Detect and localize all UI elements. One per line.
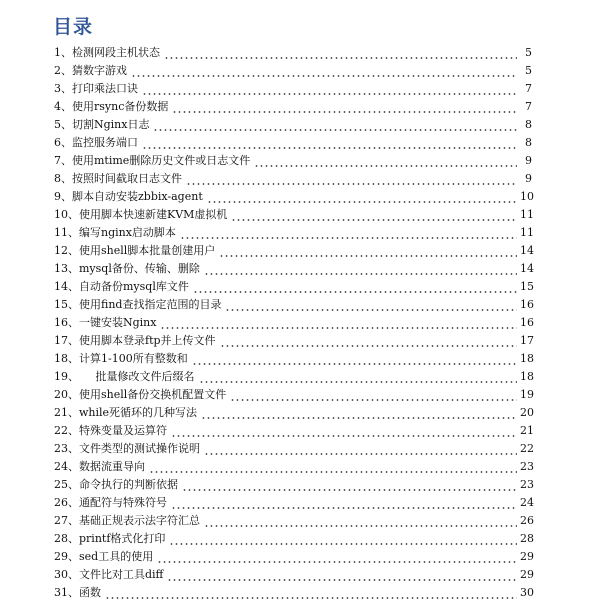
toc-entry[interactable]: [54, 44, 532, 62]
toc-list: [54, 44, 532, 602]
dot-leader: [142, 134, 517, 152]
toc-entry[interactable]: [54, 80, 532, 98]
toc-entry-page: 29: [520, 550, 534, 563]
dot-leader: [171, 494, 517, 512]
dot-leader: [204, 440, 517, 458]
toc-entry-label: 19、 批量修改文件后缀名: [54, 370, 195, 383]
toc-entry-label: 13、mysql备份、传输、删除: [54, 262, 200, 275]
toc-entry-page: 7: [525, 82, 532, 95]
toc-entry[interactable]: [54, 494, 532, 512]
toc-entry-page: 20: [520, 406, 534, 419]
toc-entry-label: 28、printf格式化打印: [54, 532, 166, 545]
toc-entry[interactable]: [54, 152, 532, 170]
toc-entry-label: 17、使用脚本登录ftp并上传文件: [54, 334, 216, 347]
dot-leader: [220, 332, 517, 350]
toc-title: 目录: [53, 16, 94, 38]
toc-entry-label: 6、监控服务端口: [54, 136, 138, 149]
toc-entry[interactable]: [54, 584, 532, 602]
dot-leader: [142, 80, 517, 98]
toc-entry-label: 1、检测网段主机状态: [54, 46, 160, 59]
toc-entry-label: 7、使用mtime删除历史文件或日志文件: [54, 154, 251, 167]
toc-entry-label: 12、使用shell脚本批量创建用户: [54, 244, 216, 257]
toc-entry[interactable]: [54, 296, 532, 314]
toc-entry-label: 16、一键安装Nginx: [54, 316, 157, 329]
dot-leader: [182, 476, 517, 494]
dot-leader: [164, 44, 517, 62]
toc-entry-page: 18: [520, 352, 534, 365]
toc-entry-page: 23: [520, 478, 534, 491]
toc-entry[interactable]: [54, 440, 532, 458]
toc-entry-label: 29、sed工具的使用: [54, 550, 154, 563]
dot-leader: [199, 368, 518, 386]
toc-entry-page: 30: [520, 586, 534, 599]
dot-leader: [186, 170, 517, 188]
toc-entry-label: 25、命令执行的判断依据: [54, 478, 178, 491]
dot-leader: [193, 278, 517, 296]
toc-entry-page: 28: [520, 532, 534, 545]
toc-entry[interactable]: [54, 242, 532, 260]
toc-entry-page: 8: [525, 118, 532, 131]
toc-entry-label: 22、特殊变量及运算符: [54, 424, 167, 437]
toc-entry-page: 8: [525, 136, 532, 149]
dot-leader: [167, 566, 517, 584]
toc-entry-page: 29: [520, 568, 534, 581]
dot-leader: [254, 152, 517, 170]
toc-entry-page: 19: [520, 388, 534, 401]
dot-leader: [131, 62, 517, 80]
toc-entry[interactable]: [54, 548, 532, 566]
toc-entry[interactable]: [54, 224, 532, 242]
toc-entry-page: 15: [520, 280, 534, 293]
dot-leader: [219, 242, 517, 260]
dot-leader: [171, 422, 517, 440]
toc-entry-page: 16: [520, 298, 534, 311]
dot-leader: [207, 188, 517, 206]
toc-entry-page: 14: [520, 262, 534, 275]
toc-entry-label: 11、编写nginx启动脚本: [54, 226, 176, 239]
toc-entry-label: 27、基础正规表示法字符汇总: [54, 514, 200, 527]
dot-leader: [204, 512, 517, 530]
toc-entry[interactable]: [54, 314, 532, 332]
toc-entry-page: 21: [520, 424, 534, 437]
toc-entry[interactable]: [54, 566, 532, 584]
toc-entry-page: 23: [520, 460, 534, 473]
toc-entry[interactable]: [54, 260, 532, 278]
toc-entry-label: 2、猜数字游戏: [54, 64, 127, 77]
toc-entry-label: 18、计算1-100所有整数和: [54, 352, 188, 365]
toc-entry-label: 3、打印乘法口诀: [54, 82, 138, 95]
toc-entry[interactable]: [54, 62, 532, 80]
toc-entry-label: 15、使用find查找指定范围的目录: [54, 298, 222, 311]
toc-entry-page: 10: [520, 190, 534, 203]
toc-entry[interactable]: [54, 476, 532, 494]
toc-entry-page: 5: [525, 46, 532, 59]
dot-leader: [192, 350, 517, 368]
dot-leader: [172, 98, 517, 116]
toc-entry-page: 26: [520, 514, 534, 527]
toc-entry[interactable]: [54, 188, 532, 206]
toc-entry-label: 10、使用脚本快速新建KVM虚拟机: [54, 208, 228, 221]
toc-entry[interactable]: [54, 278, 532, 296]
toc-entry-page: 17: [520, 334, 534, 347]
toc-entry-label: 20、使用shell备份交换机配置文件: [54, 388, 227, 401]
toc-entry[interactable]: [54, 458, 532, 476]
dot-leader: [160, 314, 517, 332]
toc-entry[interactable]: [54, 368, 532, 386]
toc-entry[interactable]: [54, 350, 532, 368]
toc-entry-page: 5: [525, 64, 532, 77]
toc-entry[interactable]: [54, 422, 532, 440]
toc-entry-page: 9: [525, 154, 532, 167]
toc-entry-label: 9、脚本自动安装zbbix-agent: [54, 190, 203, 203]
toc-entry-label: 21、while死循环的几种写法: [54, 406, 198, 419]
toc-entry[interactable]: [54, 530, 532, 548]
toc-entry-page: 22: [520, 442, 534, 455]
dot-leader: [230, 386, 517, 404]
toc-entry-page: 11: [520, 226, 534, 239]
toc-entry[interactable]: [54, 116, 532, 134]
toc-entry[interactable]: [54, 386, 532, 404]
toc-entry-page: 16: [520, 316, 534, 329]
toc-entry-page: 11: [520, 208, 534, 221]
toc-entry[interactable]: [54, 404, 532, 422]
toc-entry-label: 14、自动备份mysql库文件: [54, 280, 189, 293]
toc-entry[interactable]: [54, 206, 532, 224]
toc-entry-label: 24、数据流重导向: [54, 460, 145, 473]
toc-entry[interactable]: [54, 512, 532, 530]
toc-entry-page: 24: [520, 496, 534, 509]
toc-entry[interactable]: [54, 98, 532, 116]
toc-entry-label: 8、按照时间截取日志文件: [54, 172, 182, 185]
toc-entry-label: 5、切割Nginx日志: [54, 118, 150, 131]
toc-entry-page: 18: [520, 370, 534, 383]
toc-entry-label: 31、函数: [54, 586, 101, 599]
toc-entry-label: 30、文件比对工具diff: [54, 568, 164, 581]
toc-entry[interactable]: [54, 170, 532, 188]
toc-entry-page: 9: [525, 172, 532, 185]
dot-leader: [153, 116, 517, 134]
dot-leader: [201, 404, 517, 422]
toc-entry-page: 7: [525, 100, 532, 113]
dot-leader: [149, 458, 517, 476]
dot-leader: [225, 296, 517, 314]
toc-entry-page: 14: [520, 244, 534, 257]
toc-entry[interactable]: [54, 134, 532, 152]
dot-leader: [231, 206, 517, 224]
toc-entry[interactable]: [54, 332, 532, 350]
toc-entry-label: 26、通配符与特殊符号: [54, 496, 167, 509]
dot-leader: [105, 584, 517, 602]
toc-entry-label: 4、使用rsync备份数据: [54, 100, 169, 113]
dot-leader: [169, 530, 517, 548]
dot-leader: [180, 224, 517, 242]
dot-leader: [157, 548, 517, 566]
toc-entry-label: 23、文件类型的测试操作说明: [54, 442, 200, 455]
dot-leader: [204, 260, 517, 278]
